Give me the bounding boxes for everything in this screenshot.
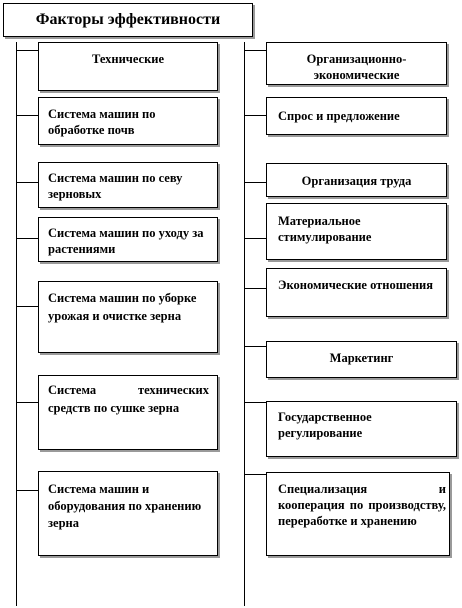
left-item-text: Система машин по уборке урожая и очистке зерна xyxy=(48,291,197,323)
left-item-box xyxy=(38,162,218,208)
left-item-text: Система машин и оборудования по хранению зерна xyxy=(48,482,202,530)
left-item-box xyxy=(38,471,218,556)
left-item-box xyxy=(38,217,218,262)
right-item-text: Спрос и предложение xyxy=(278,109,400,123)
left-item-box xyxy=(38,281,218,353)
right-item-box xyxy=(266,163,447,197)
diagram-title-text: Факторы эффективности xyxy=(35,11,221,28)
left-item-box xyxy=(38,97,218,145)
right-item-text: Специализация и кооперация по производству, переработке и хранению xyxy=(278,482,446,528)
right-item-box xyxy=(266,341,457,378)
right-item-box xyxy=(266,97,447,135)
right-item-text: Государственное регулирование xyxy=(278,410,372,440)
left-item-text: Система машин по уходу за растениями xyxy=(48,226,204,256)
right-item-box xyxy=(266,401,457,457)
left-item-text: Система машин по севу зерновых xyxy=(48,171,183,201)
left-item-text: Система технических средств по сушке зерна xyxy=(48,383,209,415)
left-item-box xyxy=(38,375,218,450)
right-header-text: Организационно-экономические xyxy=(306,52,407,82)
left-header-text: Технические xyxy=(91,52,165,66)
diagram-title xyxy=(3,3,253,37)
right-item-text: Материальное стимулирование xyxy=(278,214,372,244)
right-header-box xyxy=(266,42,447,85)
right-item-box xyxy=(266,268,447,317)
right-item-text: Экономические отношения xyxy=(278,278,434,292)
right-item-text: Маркетинг xyxy=(329,351,394,365)
right-item-box xyxy=(266,203,447,260)
right-item-box xyxy=(266,472,450,556)
left-header-box xyxy=(38,42,218,91)
left-item-text: Система машин по обработке почв xyxy=(48,107,156,137)
right-item-text: Организация труда xyxy=(301,174,412,188)
